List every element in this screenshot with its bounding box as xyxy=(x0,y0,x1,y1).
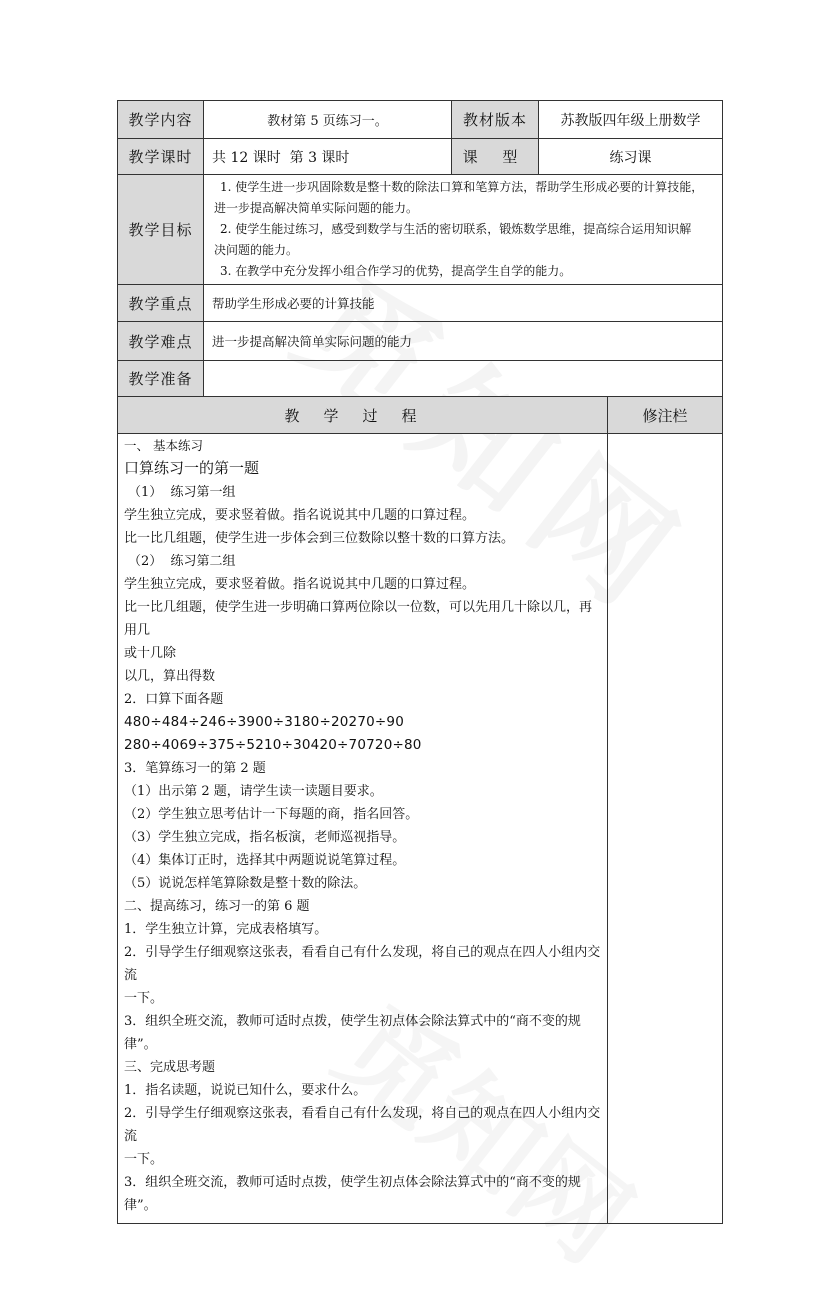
difficulty-value: 进一步提高解决简单实际问题的能力 xyxy=(204,322,723,361)
preparation-value xyxy=(204,361,723,397)
process-line: 2．口算下面各题 xyxy=(124,692,224,707)
process-line: 2．引导学生仔细观察这张表，看看自己有什么发现，将自己的观点在四人小组内交流 xyxy=(124,1106,601,1144)
process-line: 学生独立完成，要求竖着做。指名说说其中几题的口算过程。 xyxy=(124,508,476,523)
process-line: （4）集体订正时，选择其中两题说说笔算过程。 xyxy=(124,853,406,868)
goal-line: 决问题的能力。 xyxy=(214,243,299,257)
process-line: 2．引导学生仔细观察这张表，看看自己有什么发现，将自己的观点在四人小组内交流 xyxy=(124,945,601,983)
process-line: 比一比几组题，使学生进一步明确口算两位除以一位数，可以先用几十除以几，再用几 xyxy=(124,600,593,638)
process-content xyxy=(118,434,608,1224)
focus-value: 帮助学生形成必要的计算技能 xyxy=(204,285,723,322)
notes-title: 修注栏 xyxy=(608,397,723,434)
goal-line: 进一步提高解决简单实际问题的能力。 xyxy=(214,201,419,215)
notes-column xyxy=(608,434,723,1224)
goal-line: 3. 在教学中充分发挥小组合作学习的优势，提高学生自学的能力。 xyxy=(220,264,572,278)
process-line: （5）说说怎样笔算除数是整十数的除法。 xyxy=(124,876,367,891)
process-line: 比一比几组题，使学生进一步体会到三位数除以整十数的口算方法。 xyxy=(124,531,515,546)
process-line: 3．组织全班交流，教师可适时点拨，使学生初点体会除法算式中的“商不变的规律”。 xyxy=(124,1014,581,1052)
section-heading: 三、完成思考题 xyxy=(124,1060,216,1075)
process-line: （3）学生独立完成，指名板演，老师巡视指导。 xyxy=(124,830,406,845)
process-title xyxy=(118,397,608,434)
process-line: 1．学生独立计算，完成表格填写。 xyxy=(124,922,328,937)
edition-value: 苏教版四年级上册数学 xyxy=(539,101,723,139)
hours-label: 教学课时 xyxy=(118,139,204,175)
lesson-plan-table xyxy=(117,100,723,1224)
type-value: 练习课 xyxy=(539,139,723,175)
exercise-title: 口算练习一的第一题 xyxy=(124,459,260,477)
type-label: 课 型 xyxy=(452,139,539,175)
edition-label: 教材版本 xyxy=(452,101,539,139)
content-label: 教学内容 xyxy=(118,101,204,139)
process-line: （2）学生独立思考估计一下每题的商，指名回答。 xyxy=(124,807,419,822)
focus-label: 教学重点 xyxy=(118,285,204,322)
group-heading: （2） 练习第二组 xyxy=(128,554,236,569)
group-heading: （1） 练习第一组 xyxy=(128,485,236,500)
content-value: 教材第 5 页练习一。 xyxy=(204,101,452,139)
goal-line: 1. 使学生进一步巩固除数是整十数的除法口算和笔算方法，帮助学生形成必要的计算技能， xyxy=(220,180,704,194)
section-heading: 一、 基本练习 xyxy=(124,438,203,453)
goals-label: 教学目标 xyxy=(118,175,204,285)
goals-content xyxy=(204,175,723,285)
process-line: 学生独立完成，要求竖着做。指名说说其中几题的口算过程。 xyxy=(124,577,476,592)
process-line: 3．组织全班交流，教师可适时点拨，使学生初点体会除法算式中的“商不变的规律”。 xyxy=(124,1175,581,1213)
process-title-text: 教学过程 xyxy=(284,406,441,425)
calc-problems: 480÷484÷246÷3900÷3180÷20270÷90 xyxy=(124,714,405,730)
process-line: 一下。 xyxy=(124,991,164,1006)
calc-problems: 280÷4069÷375÷5210÷30420÷70720÷80 xyxy=(124,737,422,753)
section-heading: 二、提高练习，练习一的第 6 题 xyxy=(124,899,310,914)
process-line: （1）出示第 2 题，请学生读一读题目要求。 xyxy=(124,784,383,799)
process-line: 以几，算出得数 xyxy=(124,669,216,684)
process-line: 一下。 xyxy=(124,1152,164,1167)
hours-value: 共 12 课时 第 3 课时 xyxy=(204,139,452,175)
process-line: 3．笔算练习一的第 2 题 xyxy=(124,761,266,776)
process-line: 1．指名读题，说说已知什么，要求什么。 xyxy=(124,1083,367,1098)
preparation-label: 教学准备 xyxy=(118,361,204,397)
process-line: 或十几除 xyxy=(124,646,177,661)
goal-line: 2. 使学生能过练习，感受到数学与生活的密切联系，锻炼数学思维，提高综合运用知识解 xyxy=(220,222,692,236)
difficulty-label: 教学难点 xyxy=(118,322,204,361)
